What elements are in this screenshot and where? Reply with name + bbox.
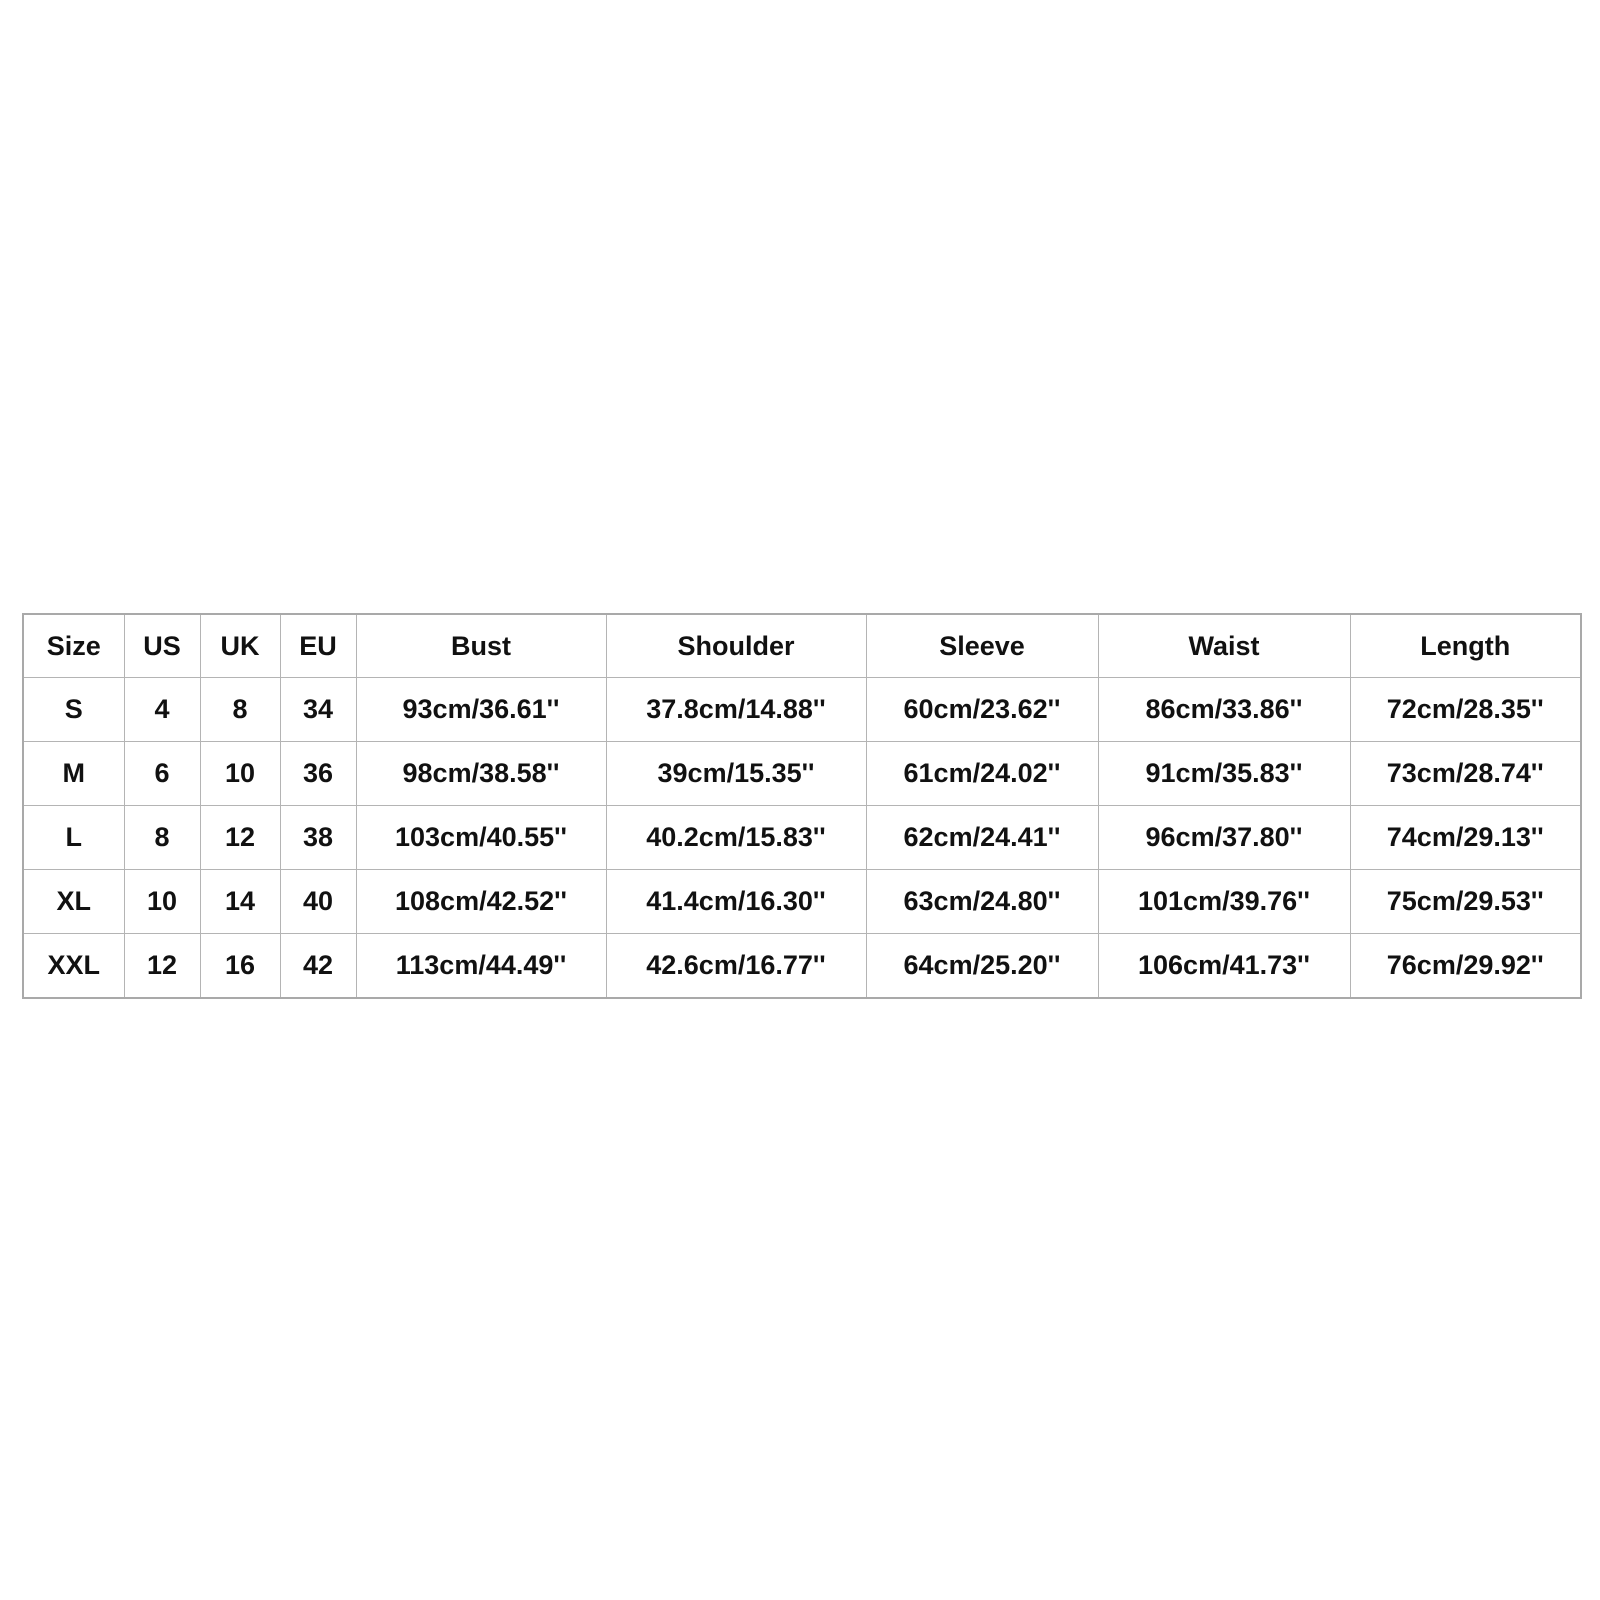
- cell-us: 4: [124, 678, 200, 742]
- cell-size: XXL: [23, 934, 124, 999]
- table-row: [23, 742, 1581, 806]
- table-row: [23, 870, 1581, 934]
- cell-us: 8: [124, 806, 200, 870]
- cell-size: S: [23, 678, 124, 742]
- header-size: Size: [23, 614, 124, 678]
- cell-bust: 103cm/40.55'': [356, 806, 606, 870]
- cell-sleeve: 64cm/25.20'': [866, 934, 1098, 999]
- header-uk: UK: [200, 614, 280, 678]
- header-shoulder: Shoulder: [606, 614, 866, 678]
- cell-waist: 91cm/35.83'': [1098, 742, 1350, 806]
- header-bust: Bust: [356, 614, 606, 678]
- header-us: US: [124, 614, 200, 678]
- cell-us: 6: [124, 742, 200, 806]
- cell-bust: 108cm/42.52'': [356, 870, 606, 934]
- cell-waist: 96cm/37.80'': [1098, 806, 1350, 870]
- cell-eu: 42: [280, 934, 356, 999]
- cell-uk: 12: [200, 806, 280, 870]
- cell-length: 73cm/28.74'': [1350, 742, 1581, 806]
- cell-waist: 86cm/33.86'': [1098, 678, 1350, 742]
- cell-uk: 8: [200, 678, 280, 742]
- cell-waist: 106cm/41.73'': [1098, 934, 1350, 999]
- header-waist: Waist: [1098, 614, 1350, 678]
- table-row: [23, 678, 1581, 742]
- cell-shoulder: 39cm/15.35'': [606, 742, 866, 806]
- cell-bust: 98cm/38.58'': [356, 742, 606, 806]
- table-row: [23, 934, 1581, 999]
- cell-uk: 10: [200, 742, 280, 806]
- table-row: [23, 806, 1581, 870]
- cell-length: 72cm/28.35'': [1350, 678, 1581, 742]
- cell-eu: 34: [280, 678, 356, 742]
- cell-sleeve: 60cm/23.62'': [866, 678, 1098, 742]
- cell-sleeve: 62cm/24.41'': [866, 806, 1098, 870]
- cell-uk: 16: [200, 934, 280, 999]
- cell-size: XL: [23, 870, 124, 934]
- cell-shoulder: 42.6cm/16.77'': [606, 934, 866, 999]
- cell-eu: 38: [280, 806, 356, 870]
- cell-uk: 14: [200, 870, 280, 934]
- cell-shoulder: 40.2cm/15.83'': [606, 806, 866, 870]
- cell-sleeve: 63cm/24.80'': [866, 870, 1098, 934]
- cell-us: 12: [124, 934, 200, 999]
- cell-waist: 101cm/39.76'': [1098, 870, 1350, 934]
- cell-shoulder: 37.8cm/14.88'': [606, 678, 866, 742]
- cell-length: 75cm/29.53'': [1350, 870, 1581, 934]
- cell-bust: 113cm/44.49'': [356, 934, 606, 999]
- header-eu: EU: [280, 614, 356, 678]
- cell-eu: 40: [280, 870, 356, 934]
- header-row: [23, 614, 1581, 678]
- cell-length: 74cm/29.13'': [1350, 806, 1581, 870]
- header-length: Length: [1350, 614, 1581, 678]
- cell-shoulder: 41.4cm/16.30'': [606, 870, 866, 934]
- cell-bust: 93cm/36.61'': [356, 678, 606, 742]
- cell-eu: 36: [280, 742, 356, 806]
- cell-us: 10: [124, 870, 200, 934]
- cell-sleeve: 61cm/24.02'': [866, 742, 1098, 806]
- header-sleeve: Sleeve: [866, 614, 1098, 678]
- cell-size: M: [23, 742, 124, 806]
- cell-size: L: [23, 806, 124, 870]
- size-chart-table: [22, 613, 1582, 999]
- cell-length: 76cm/29.92'': [1350, 934, 1581, 999]
